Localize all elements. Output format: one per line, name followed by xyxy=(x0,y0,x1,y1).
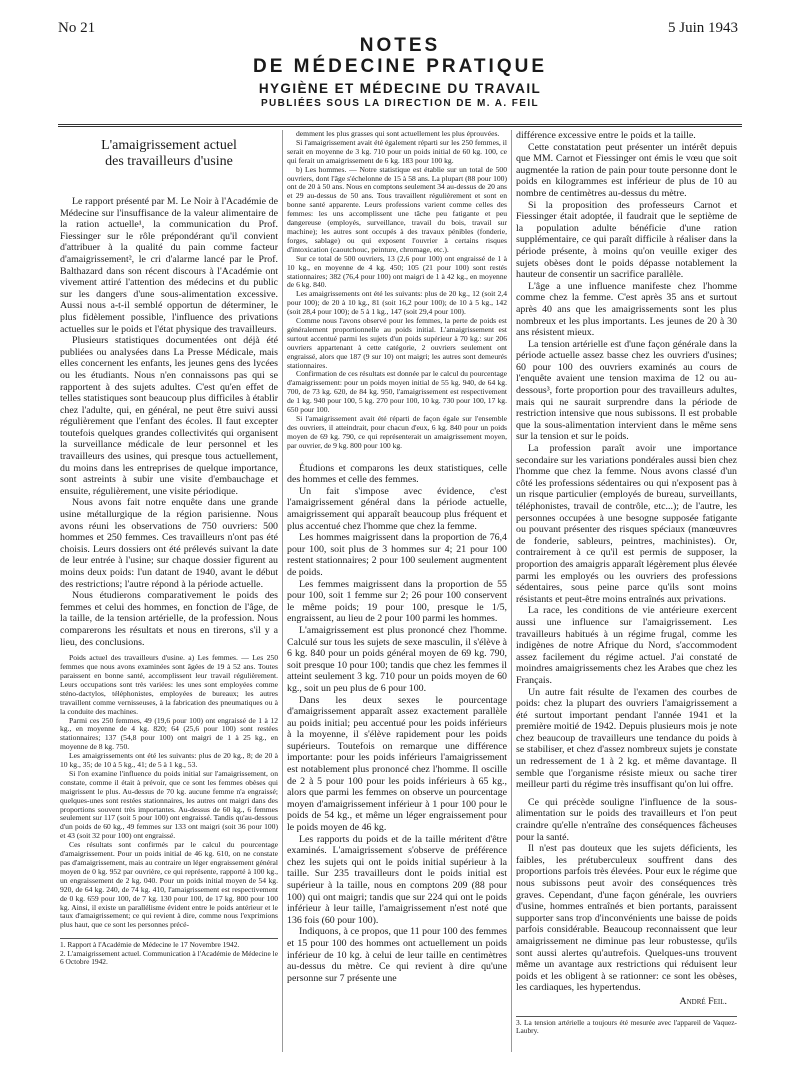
small-paragraph: Poids actuel des travailleurs d'usine. a) Les femmes. — Les 250 femmes que nous avons examinées sont âgées de 19 à 52 ans. Toutes paraissent en bonne santé, accomplissent leur travail régulièrement. Leurs occupations sont très variées: les unes sont employées comme sténo-dactylos, téléphonistes, employées de bureaux; les autres travaillent comme vernisseuses, à la fabrication des pneumatiques ou à la conduite des machines. xyxy=(60,653,278,716)
paragraph: Ce qui précède souligne l'influence de la sous-alimentation sur le poids des travailleurs et l'on peut craindre qu'elle n'entraîne des conséquences fâcheuses pour la santé. xyxy=(516,796,737,843)
paragraph: Cette constatation peut présenter un intérêt depuis que MM. Carnot et Fiessinger ont émis le vœu que soit augmentée la ration de pain pour toute personne dont le poids en kilogrammes est inférieur de plus de 10 au nombre de centimètres au-dessus du mètre. xyxy=(516,141,737,199)
footnote: 2. L'amaigrissement actuel. Communication à l'Académie de Médecine le 6 Octobre 1942. xyxy=(60,948,278,967)
author-signature: André Feil. xyxy=(679,995,727,1007)
small-paragraph: Les amaigrissements ont été les suivants: plus de 20 kg., 12 (soit 2,4 pour 100); de 20 à 10 kg., 81 (soit 16,2 pour 100); de 10 à 5 kg., 142 (soit 28,4 pour 100); de 5 à 1 kg., 147 (soit 29,4 pour 100). xyxy=(287,289,507,317)
paragraph: Il n'est pas douteux que les sujets déficients, les faibles, les prétuberculeux souffrent dans des proportions parfois très élevées. Pour eux le régime que nous subissons peut avoir des conséquences très graves. Cependant, d'une façon générale, les ouvriers d'usine, hommes entraînés et bien portants, paraissent supporter sans trop d'inconvénients une baisse de poids parfois considérable. Beaucoup reconnaissent que leur amaigrissement ne diminue pas leur robustesse, qu'ils sont aussi alertes qu'autrefois. Quelques-uns trouvent même un avantage aux restrictions qui réduisent leur poids et les obligent à se rationner: ce sont les obèses, les cardiaques, les hypertendus. xyxy=(516,843,737,994)
small-paragraph: Sur ce total de 500 ouvriers, 13 (2,6 pour 100) ont engraissé de 1 à 10 kg., en moyenne de 4 kg. 450; 105 (21 pour 100) sont restés stationnaires; 382 (76,4 pour 100) ont maigri de 1 à 42 kg., en moyenne de 6 kg. 840. xyxy=(287,253,507,290)
footnotes xyxy=(516,1016,737,1036)
paragraph: Les femmes maigrissent dans la proportion de 55 pour 100, soit 1 femme sur 2; 26 pour 100 conservent le même poids; 19 pour 100, presque le 1/5, engraissent, au lieu de 2 pour 100 parmi les hommes. xyxy=(287,578,507,625)
paragraph: Les hommes maigrissent dans la proportion de 76,4 pour 100, soit plus de 3 hommes sur 4; 21 pour 100 restent stationnaires; 2 pour 100 seulement augmentent de poids. xyxy=(287,532,507,578)
small-paragraph: Les amaigrissements ont été les suivants: plus de 20 kg., 8; de 20 à 10 kg., 35; de 10 à 5 kg., 41; de 5 à 1 kg., 53. xyxy=(60,751,278,770)
paragraph: Si la proposition des professeurs Carnot et Fiessinger était adoptée, il faudrait que le septième de la population adulte bénéficie d'une ration supplémentaire, ce qui paraît difficile à réaliser dans la période présente, à moins qu'on veuille exiger des sujets obèses dont le poids dépasse notablement la hauteur de consentir un sacrifice parallèle. xyxy=(516,199,737,281)
paragraph: Indiquons, à ce propos, que 11 pour 100 des femmes et 15 pour 100 des hommes ont actuellement un poids inférieur de 10 kg. à celui de leur taille en centimètres au-dessus du mètre. Ce qui revient à dire qu'une personne sur 7 présente une xyxy=(287,926,507,984)
small-paragraph: Parmi ces 250 femmes, 49 (19,6 pour 100) ont engraissé de 1 à 12 kg., en moyenne de 4 kg. 820; 64 (25,6 pour 100) sont restées stationnaires; 137 (54,8 pour 100) ont maigri de 1 à 25 kg., en moyenne de 8 kg. 750. xyxy=(60,715,278,752)
paragraph: L'amaigrissement est plus prononcé chez l'homme. Calculé sur tous les sujets de sexe masculin, il s'élève à 6 kg. 840 pour un poids général moyen de 69 kg. 790, soit presque 10 pour 100; tandis que chez les femmes il atteint seulement 3 kg. 710 pour un poids moyen de 60 kg., soit un peu plus de 6 pour 100. xyxy=(287,624,507,694)
masthead-line-1: NOTES xyxy=(359,35,441,56)
small-paragraph: Comme nous l'avons observé pour les femmes, la perte de poids est généralement proportionnelle au poids initial. L'amaigrissement est surtout accentué parmi les sujets d'un poids supérieur à 70 kg.: sur 206 ouvriers appartenant à cette catégorie, 2 ouvriers seulement ont engraissé, alors que 187 (9 sur 10) ont maigri; les autres sont demeurés stationnaires. xyxy=(287,316,507,370)
masthead-line-2: DE MÉDECINE PRATIQUE xyxy=(252,56,547,77)
paragraph: La race, les conditions de vie antérieure exercent aussi une influence sur l'amaigrissement. Les travailleurs habitués à un régime frugal, comme les indigènes de notre Afrique du Nord, s'accommodent assez facilement du régime actuel. J'ai constaté de moindres amaigrissements chez les Arabes que chez les Français. xyxy=(516,605,737,686)
paragraph: L'âge a une influence manifeste chez l'homme comme chez la femme. C'est après 35 ans et surtout après 40 ans que les amaigrissements sont les plus nombreux et les plus importants. Les jeunes de 20 à 30 ans résistent mieux. xyxy=(516,280,737,339)
paragraph: La profession paraît avoir une importance secondaire sur les variations pondérales aussi bien chez l'homme que chez la femme. Nous avons classé d'un côté les professions sédentaires ou qui n'exposent pas à un risque particulier (employés de bureau, surveillants, téléphonistes, travail de contrôle, etc...); de l'autre, les personnes occupées à une besogne supposée fatigante ou pouvant présenter des risques spéciaux (manœuvres de fonderie, sableurs, peintres, machinistes). Or, contrairement à ce qu'il est permis de supposer, la proportion des amaigris apparaît légèrement plus élevée parmi les employés ou les ouvriers des professions sédentaires, sous peine parce qu'ils sont moins résistants et peut-être moins entraînés aux privations. xyxy=(516,443,737,605)
paragraph: Dans les deux sexes le pourcentage d'amaigrissement apparaît assez exactement parallèle au poids initial; peu accentué pour les poids inférieurs à la moyenne, il s'élève rapidement pour les poids supérieurs. Toutefois on remarque une différence importante: pour les poids inférieurs l'amaigrissement est notablement plus prononcé chez l'homme. Il oscille de 2 à 5 pour 100 pour les poids inférieurs à 65 kg., alors que parmi les femmes on observe un pourcentage moyen d'amaigrissement inférieur à 1 pour 100 pour le poids de 54 kg., et même un léger engraissement pour le poids moyen de 46 kg. xyxy=(287,694,507,834)
paragraph: Les rapports du poids et de la taille méritent d'être examinés. L'amaigrissement s'observe de préférence chez les sujets qui ont le poids initial supérieur à la taille. Sur 235 travailleurs dont le poids initial est supérieur à la taille, nous en comptons 209 (88 pour 100) qui ont maigri; tandis que sur 224 qui ont le poids inférieur à leur taille, l'amaigrissement n'est noté que 136 fois (60 pour 100). xyxy=(287,833,507,926)
footnote: 1. Rapport à l'Académie de Médecine le 17 Novembre 1942. xyxy=(60,940,240,950)
article-title-line-1: L'amaigrissement actuel xyxy=(101,138,237,153)
small-paragraph: b) Les hommes. — Notre statistique est établie sur un total de 500 ouvriers, dont l'âge s'échelonne de 15 à 58 ans. La plupart (88 pour 100) ont de 20 à 50 ans. Nous en comptons seulement 34 au-dessus de 20 ans et 29 au-dessus de 50 ans. Tous travaillent régulièrement et sont en bonne santé apparente. Leurs professions varient comme celles des femmes: les uns accomplissent une tâche peu fatigante et peu dangereuse (employés, surveillance, travail du bois, travail sur machine); les autres sont occupés à des travaux pénibles (fonderie, forges, sablage) ou qui exposent l'ouvrier à certains risques d'intoxication (caoutchouc, peinture, chromage, etc.). xyxy=(287,164,507,254)
small-print-section xyxy=(60,654,278,930)
issue-number: No 21 xyxy=(58,20,96,36)
masthead xyxy=(0,36,800,110)
paragraph: Nous avons fait notre enquête dans une grande usine métallurgique de la région parisienne. Nous avons réuni les observations de 750 ouvriers: 500 hommes et 250 femmes. Ces travailleurs n'ont pas été choisis. Leurs dossiers ont été prélevés suivant la date de leur entrée à l'usine; sur chaque dossier figurent au moins deux poids: l'un datant de 1940, avant le début des restrictions; l'autre répond à la période actuelle. xyxy=(60,497,278,590)
paragraph: Un fait s'impose avec évidence, c'est l'amaigrissement général dans la période actuelle, amaigrissement qui apparaît beaucoup plus fréquent et plus accentué chez l'homme que chez la femme. xyxy=(287,485,507,532)
footnotes xyxy=(60,938,278,967)
small-paragraph: demment les plus grasses qui sont actuellement les plus éprouvées. xyxy=(296,130,500,138)
paragraph: Un autre fait résulte de l'examen des courbes de poids: chez la plupart des ouvriers l'amaigrissement a été surtout important pendant l'année 1941 et la première moitié de 1942. Depuis plusieurs mois je note chez beaucoup de travailleurs une tendance du poids à se stabiliser, et chez d'assez nombreux sujets je constate un redressement de 1 à 2 kg. et même davantage. Il semble que l'organisme résiste mieux ou sache tirer meilleur parti du régime très insuffisant qu'on lui offre. xyxy=(516,686,737,791)
small-paragraph: Si l'on examine l'influence du poids initial sur l'amaigrissement, on constate, comme il était à prévoir, que ce sont les femmes obèses qui maigrissent le plus. Au-dessus de 70 kg. aucune femme n'a engraissé; quelques-unes sont restées stationnaires, les autres ont maigri dans des proportions souvent très importantes. Au-dessus de 60 kg., 6 femmes seulement sur 117 (soit 5 pour 100) ont engraissé. Tandis qu'au-dessous d'un poids de 60 kg., 49 femmes sur 133 ont maigri (soit 36 pour 100) et 43 (soit 32 pour 100) ont engraissé. xyxy=(60,768,278,841)
column-left xyxy=(60,130,278,1056)
paragraph: Nous étudierons comparativement le poids des femmes et celui des hommes, en fonction de l'âge, de la taille, de la tension artérielle, de la profession. Nous comparerons les résultats et nous en tirerons, s'il y a lieu, des conclusions. xyxy=(60,590,278,648)
issue-date: 5 Juin 1943 xyxy=(667,20,738,36)
small-paragraph: Confirmation de ces résultats est donnée par le calcul du pourcentage d'amaigrissement: pour un poids moyen initial de 55 kg. 940, de 64 kg. 700, de 73 kg. 620, de 84 kg. 950, l'amaigrissement est respectivement de 1 kg. 940 pour 100, 5 kg. 270 pour 100, 10 kg. 730 pour 100, 17 kg. 650 pour 100. xyxy=(287,369,507,415)
small-paragraph: Ces résultats sont confirmés par le calcul du pourcentage d'amaigrissement. Pour un poids initial de 46 kg. 610, on ne constate pas d'amaigrissement, mais au contraire un léger engraissement général moyen de 0 kg. 952 par ouvrière, ce qui représente, rapporté à 100 kg., un engraissement de 2 kg. 040. Pour un poids initial moyen de 54 kg. 920, de 64 kg. 240, de 74 kg. 410, l'amaigrissement est respectivement de 0 kg. 659 pour 100, de 7 kg. 130 pour 100, de 17 kg. 800 pour 100 kg. Ainsi, il existe un parallélisme évident entre le poids antérieur et le taux d'amaigrissement; ce qui revient à dire, comme nous l'exprimions plus haut, que ce sont les personnes précé- xyxy=(60,840,278,930)
small-paragraph: Si l'amaigrissement avait été également réparti sur les 250 femmes, il serait en moyenne de 3 kg. 710 pour un poids initial de 60 kg. 100, ce qui ferait un amaigrissement de 6 kg. 183 pour 100 kg. xyxy=(287,137,507,165)
article-title-line-2: des travailleurs d'usine xyxy=(105,154,233,169)
column-separator xyxy=(282,130,283,1052)
paragraph: Étudions et comparons les deux statistiques, celle des hommes et celle des femmes. xyxy=(287,462,507,486)
header-rule-2 xyxy=(58,126,742,127)
header-rule xyxy=(58,124,742,125)
masthead-line-4: PUBLIÉES SOUS LA DIRECTION DE M. A. FEIL xyxy=(260,98,540,109)
footnote: 3. La tension artérielle a toujours été mesurée avec l'appareil de Vaquez-Laubry. xyxy=(516,1017,737,1036)
masthead-line-3: HYGIÈNE ET MÉDECINE DU TRAVAIL xyxy=(258,81,542,96)
column-separator xyxy=(511,130,512,1052)
small-print-section xyxy=(287,130,507,451)
paragraph: La tension artérielle est d'une façon générale dans la période actuelle assez basse chez les ouvriers d'usines; 60 pour 100 des ouvriers examinés au cours de l'enquête avaient une tension maxima de 12 ou au-dessous³, forte proportion pour des travailleurs adultes, mais qui ne saurait surprendre dans la période de restriction intensive que nous subissons. Il est probable que la sous-alimentation intervient dans le même sens sur la tension et sur le poids. xyxy=(516,338,737,443)
paragraph: Le rapport présenté par M. Le Noir à l'Académie de Médecine sur l'insuffisance de la valeur alimentaire de la ration actuelle¹, la communication du Prof. Fiessinger sur le rôle prépondérant qu'il convient d'attribuer à la qualité du pain comme facteur d'amaigrissement², le cri d'alarme lancé par le Prof. Balthazard dans son récent discours à l'Académie ont vivement attiré l'attention des médecins et du public sur les dangers d'une sous-alimentation excessive. Aussi nous a-t-il semblé opportun de déterminer, le plus fidèlement possible, l'influence des privations actuelles sur le poids et l'état physique des travailleurs. xyxy=(60,196,278,335)
paragraph: Plusieurs statistiques documentées ont déjà été publiées ou analysées dans La Presse Médicale, mais elles concernent les enfants, les jeunes gens des lycées ou les étudiants. Nous n'en connaissons pas qui se rapportent à des sujets adultes. C'est qu'en effet de telles statistiques sont beaucoup plus difficiles à établir chez l'adulte, qui, en général, ne peut être suivi aussi régulièrement que l'enfant des écoles. Il faut excepter toutefois quelques grandes collectivités qui organisent la surveillance médicale de leur personnel et les travailleurs des usines, qui presque tous actuellement, du moins dans les entreprises de quelque importance, sont astreints à subir une visite d'embauchage et ensuite, régulièrement, une visite périodique. xyxy=(60,335,278,497)
paragraph: différence excessive entre le poids et la taille. xyxy=(516,130,696,141)
small-paragraph: Si l'amaigrissement avait été réparti de façon égale sur l'ensemble des ouvriers, il atteindrait, pour chacun d'eux, 6 kg. 840 pour un poids moyen de 69 kg. 790, ce qui représenterait un amaigrissement moyen, par ouvrier, de 9 kg. 800 pour 100 kg. xyxy=(287,414,507,450)
column-right xyxy=(516,130,737,1056)
article-title xyxy=(60,138,278,170)
column-center xyxy=(287,130,507,1056)
